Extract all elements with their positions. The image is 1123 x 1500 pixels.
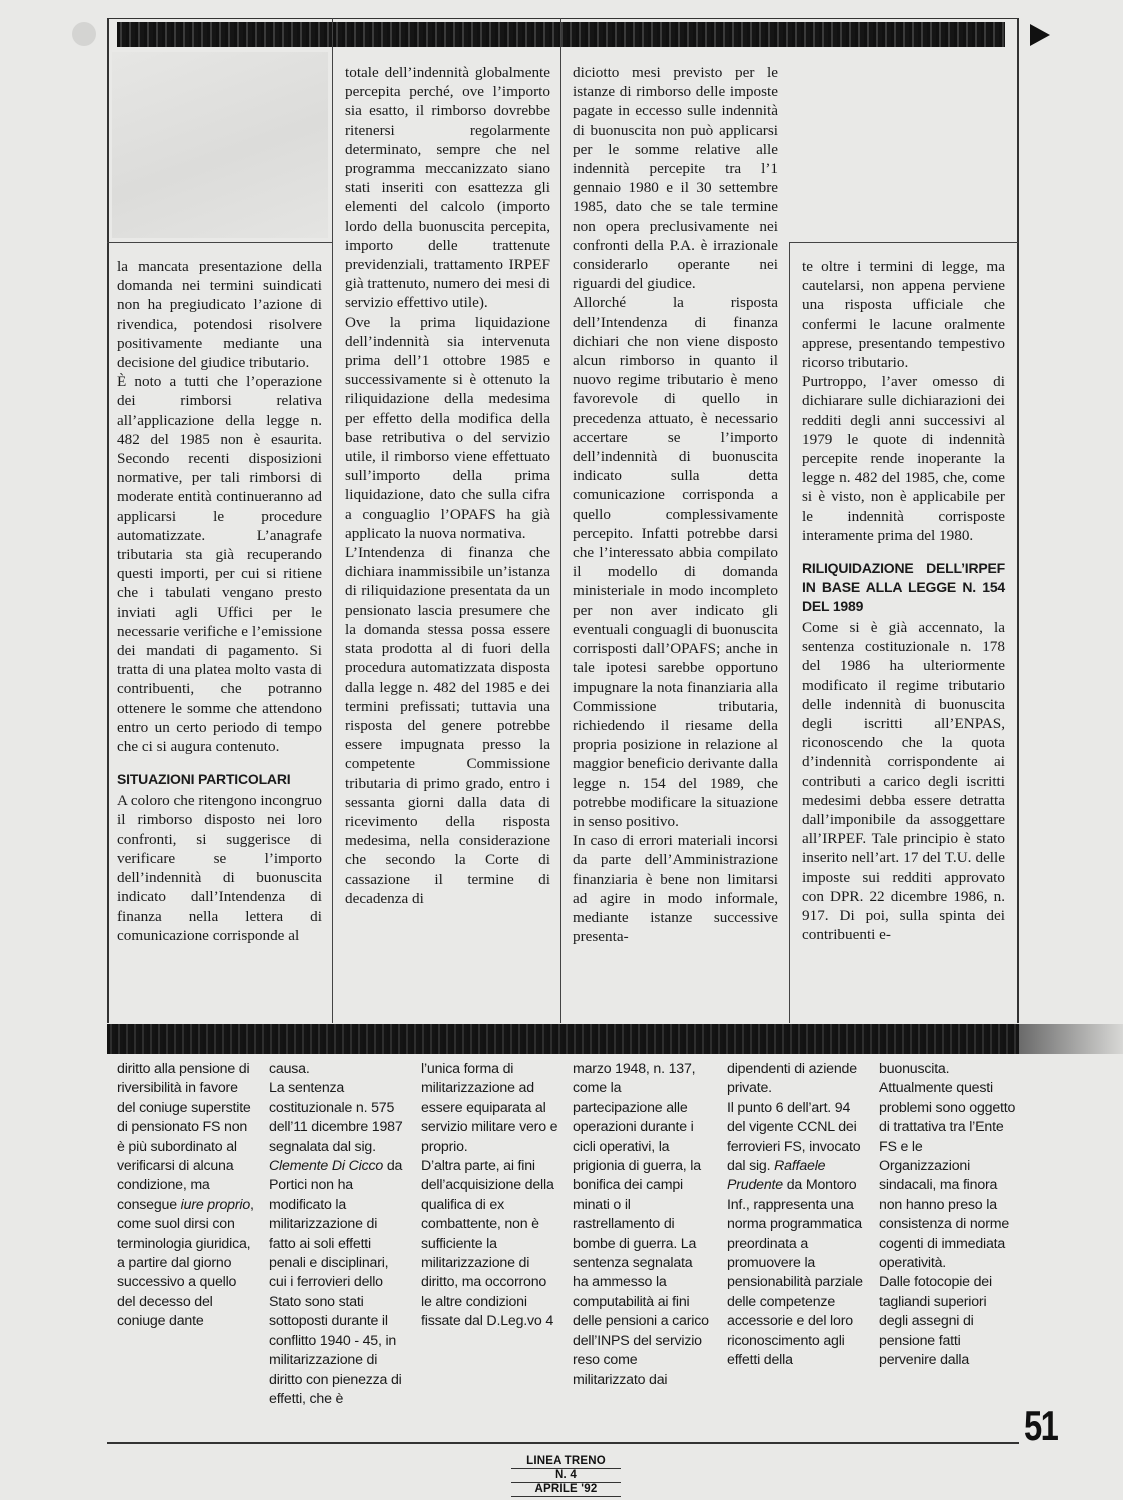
paragraph: Come si è già accennato, la sentenza costituzionale n. 178 del 1986 ha ulteriormente modificato il regime tributario delle indennità di buonuscita degli iscritti all’ENPAS, riconoscendo che la quota d’indennità corrispondente ai contributi a carico degli iscritti medesimi debba essere detratta dall’imponibile da assoggettare all’IRPEF. Tale principio è stato inserito nell’art. 17 del T.U. delle imposte sui redditi approvato con DPR. 22 dicembre 1986, n. 917. Di poi, sulla spinta dei contribuenti e-	[802, 619, 1005, 944]
letters-column-4	[573, 1060, 711, 1390]
reader-name: Clemente Di Cicco	[269, 1158, 384, 1175]
paragraph: buonuscita.	[879, 1061, 950, 1077]
page-number: 51	[1024, 1402, 1058, 1449]
paragraph: Attualmente questi problemi sono oggetto di trattativa tra l’Ente FS e le Organizzazioni sindacali, ma finora non hanno preso la consistenza di norme cogenti di immediata operatività.	[879, 1080, 1016, 1272]
column-4-top-rule	[790, 242, 1018, 243]
separator-fade	[1019, 1024, 1123, 1054]
decorative-dot	[72, 22, 96, 46]
section-separator-band	[107, 1024, 1019, 1054]
paragraph: Dalle fotocopie dei tagliandi superiori degli assegni di pensione fatti pervenire dalla	[879, 1274, 992, 1369]
paragraph: L’Intendenza di finanza che dichiara inammissibile un’istanza di riliquidazione presentata da un pensionato lascia presumere che la domanda stessa possa essere stata prodotta al di fuori della procedura automatizzata disposta dalla legge n. 482 del 1985 e dei termini prefissati; tuttavia una risposta del genere potrebbe essere impugnata presso la competente Commissione tributaria di primo grado, entro i sessanta giorni dalla data di ricevimento della risposta medesima, nella considerazione che secondo la Corte di cassazione il termine di decadenza di	[345, 544, 550, 907]
letters-column-1	[117, 1060, 255, 1332]
paragraph: marzo 1948, n. 137, come la partecipazione alle operazioni durante i cicli operativi, la prigionia di guerra, la bonifica dei campi minati o il rastrellamento di bombe di guerra. La sentenza segnalata ha ammesso la computabilità ai fini delle pensioni a carico dell’INPS del servizio reso come militarizzato dai	[573, 1061, 709, 1388]
top-decorative-band	[117, 22, 1005, 47]
column-divider-3	[789, 242, 790, 1023]
paragraph: Allorché la risposta dell’Intendenza di finanza dichiari che non viene disposto alcun rimborso in quanto il nuovo regime tributario è meno favorevole di quello in precedenza attuato, è necessario accertare se l’importo dell’indennità di buonuscita indicato sulla detta comunicazione corrisponda a quello complessivamente percepito. Infatti potrebbe darsi che l’interessato abbia compilato il modello di domanda ministeriale in modo incompleto per non aver indicato gli eventuali conguagli di buonuscita corrisposti dall’OPAFS; anche in tale ipotesi sarebbe opportuno impugnare la nota finanziaria alla Commissione tributaria, richiedendo il riesame della propria posizione in relazione al maggior beneficio derivante dalla legge n. 154 del 1989, che potrebbe modificare la situazione in senso positivo.	[573, 294, 778, 830]
paragraph: D’altra parte, ai fini dell’acquisizione della qualifica di ex combattente, non è sufficiente la militarizzazione di diritto, ma occorrono le altre condizioni fissate dal D.Leg.vo 4	[421, 1158, 554, 1330]
article-column-2	[345, 63, 550, 908]
paragraph: te oltre i termini di legge, ma cautelarsi, non appena perviene una risposta ufficiale che confermi le lacune oralmente apprese, presentando tempestivo ricorso tributario.	[802, 258, 1005, 372]
paragraph: Il punto 6 dell’art. 94 del vigente CCNL dei ferrovieri FS, invocato dal sig. Raffaele Prudente da Montoro Inf., rappresenta una norma programmatica preordinata a promuovere la pensionabilità parziale delle competenze accessorie e del loro riconoscimento agli effetti della	[727, 1099, 863, 1369]
paragraph: diciotto mesi previsto per le istanze di rimborso delle imposte pagate in eccesso sulle indennità di buonuscita non può applicarsi per le somme relative alle indennità percepite tra l’1 gennaio 1980 e il 30 settembre 1985, dato che se tale termine non opera preclusivamente nei confronti della P.A. è irrazionale considerarlo operante nei riguardi del giudice.	[573, 64, 778, 293]
paragraph: l’unica forma di militarizzazione ad essere equiparata al servizio militare vero e proprio.	[421, 1061, 558, 1155]
article-column-1	[117, 257, 322, 945]
section-heading-riliquidazione: RILIQUIDAZIONE DELL’IRPEF IN BASE ALLA LEGGE N. 154 DEL 1989	[802, 560, 1005, 615]
continue-arrow-icon	[1030, 24, 1050, 46]
article-column-3	[573, 63, 778, 946]
paragraph: totale dell’indennità globalmente percepita perché, ove l’importo sia esatto, il rimborso dovrebbe ritenersi regolarmente determinato, sempre che nel programma meccanizzato siano stati inseriti con esattezza gli elementi del calcolo (importo lordo della buonuscita percepita, importo delle trattenute previdenziali, trattamento IRPEF già trattenuto, numero dei mesi di servizio effettivo utile).	[345, 64, 550, 312]
paragraph: A coloro che ritengono incongruo il rimborso disposto nei loro confronti, si suggerisce di verificare se l’importo dell’indennità di buonuscita indicato dall’Intendenza di finanza nella lettera di comunicazione corrisponde al	[117, 792, 322, 944]
paragraph: È noto a tutti che l’operazione dei rimborsi relativa all’applicazione della legge n. 482 del 1985 non è esaurita. Secondo recenti disposizioni normative, per tali rimborsi di moderate entità continueranno ad applicarsi le procedure automatizzate. L’anagrafe tributaria sta già recuperando questi importi, per cui si ritiene che i tabulati vengano presto inviati agli Uffici per le necessarie verifiche e l’emissione dei mandati di pagamento. Si tratta di una platea molto vasta di contribuenti, che potranno ottenere le somme che attendono entro un certo periodo di tempo che ci si augura contenuto.	[117, 373, 322, 756]
paragraph: diritto alla pensione di riversibilità in favore del coniuge superstite di pensionato FS non è più subordinato al verificarsi di alcuna condizione, ma consegue iure proprio, come suol dirsi con terminologia giuridica, a partire dal giorno successivo a quello del decesso del coniuge dante	[117, 1061, 254, 1330]
footer-issue: N. 4	[511, 1469, 621, 1483]
footer-magazine-title: LINEA TRENO	[511, 1455, 621, 1469]
section-heading-situazioni: SITUAZIONI PARTICOLARI	[117, 771, 291, 788]
letters-column-3	[421, 1060, 559, 1332]
frame-left-rule	[107, 18, 109, 1023]
bottom-rule	[107, 1442, 1019, 1444]
letters-column-2	[269, 1060, 407, 1409]
reader-name: Raffaele Prudente	[727, 1158, 826, 1194]
paragraph: la mancata presentazione della domanda nei termini suindicati non ha pregiudicato l’azione di rivendica, potendosi risolvere positivamente mediante una decisione del giudice tributario.	[117, 258, 322, 372]
magazine-footer	[511, 1455, 621, 1497]
letters-column-6	[879, 1060, 1017, 1371]
column-divider-2	[560, 18, 561, 1023]
column-1-top-rule	[107, 242, 332, 243]
footer-date: APRILE '92	[511, 1483, 621, 1497]
frame-right-rule	[1017, 18, 1019, 1023]
frame-top-rule	[107, 18, 1019, 19]
column-divider-1	[332, 18, 333, 1023]
paragraph: causa.	[269, 1061, 310, 1077]
paragraph: dipendenti di aziende private.	[727, 1061, 857, 1097]
faded-photo-area	[112, 52, 328, 238]
article-column-4	[802, 257, 1005, 945]
paragraph: Ove la prima liquidazione dell’indennità sia intervenuta prima dell’1 ottobre 1985 e successivamente si è ottenuto la riliquidazione della medesima per effetto della modifica della base retributiva o del servizio utile, il rimborso viene effettuato sull’importo della prima liquidazione, dato che sulla cifra a conguaglio l’OPAFS ha già applicato la nuova normativa.	[345, 313, 550, 542]
paragraph: Purtroppo, l’aver omesso di dichiarare sulle dichiarazioni dei redditi degli anni successivi al 1979 le quote di indennità percepite rende inoperante la legge n. 482 del 1985, che, come si è visto, non è applicabile per le indennità corrisposte interamente prima del 1980.	[802, 373, 1005, 544]
paragraph: In caso di errori materiali incorsi da parte dell’Amministrazione finanziaria è bene non limitarsi ad agire in modo informale, mediante istanze successive presenta-	[573, 832, 778, 946]
paragraph: La sentenza costituzionale n. 575 dell’11 dicembre 1987 segnalata dal sig. Clemente Di Cicco da Portici non ha modificato la militarizzazione di fatto ai soli effetti penali e disciplinari, cui i ferrovieri dello Stato sono stati sottoposti durante il conflitto 1940 - 45, in militarizzazione di diritto con pienezza di effetti, che è	[269, 1080, 403, 1407]
letters-column-5	[727, 1060, 865, 1371]
